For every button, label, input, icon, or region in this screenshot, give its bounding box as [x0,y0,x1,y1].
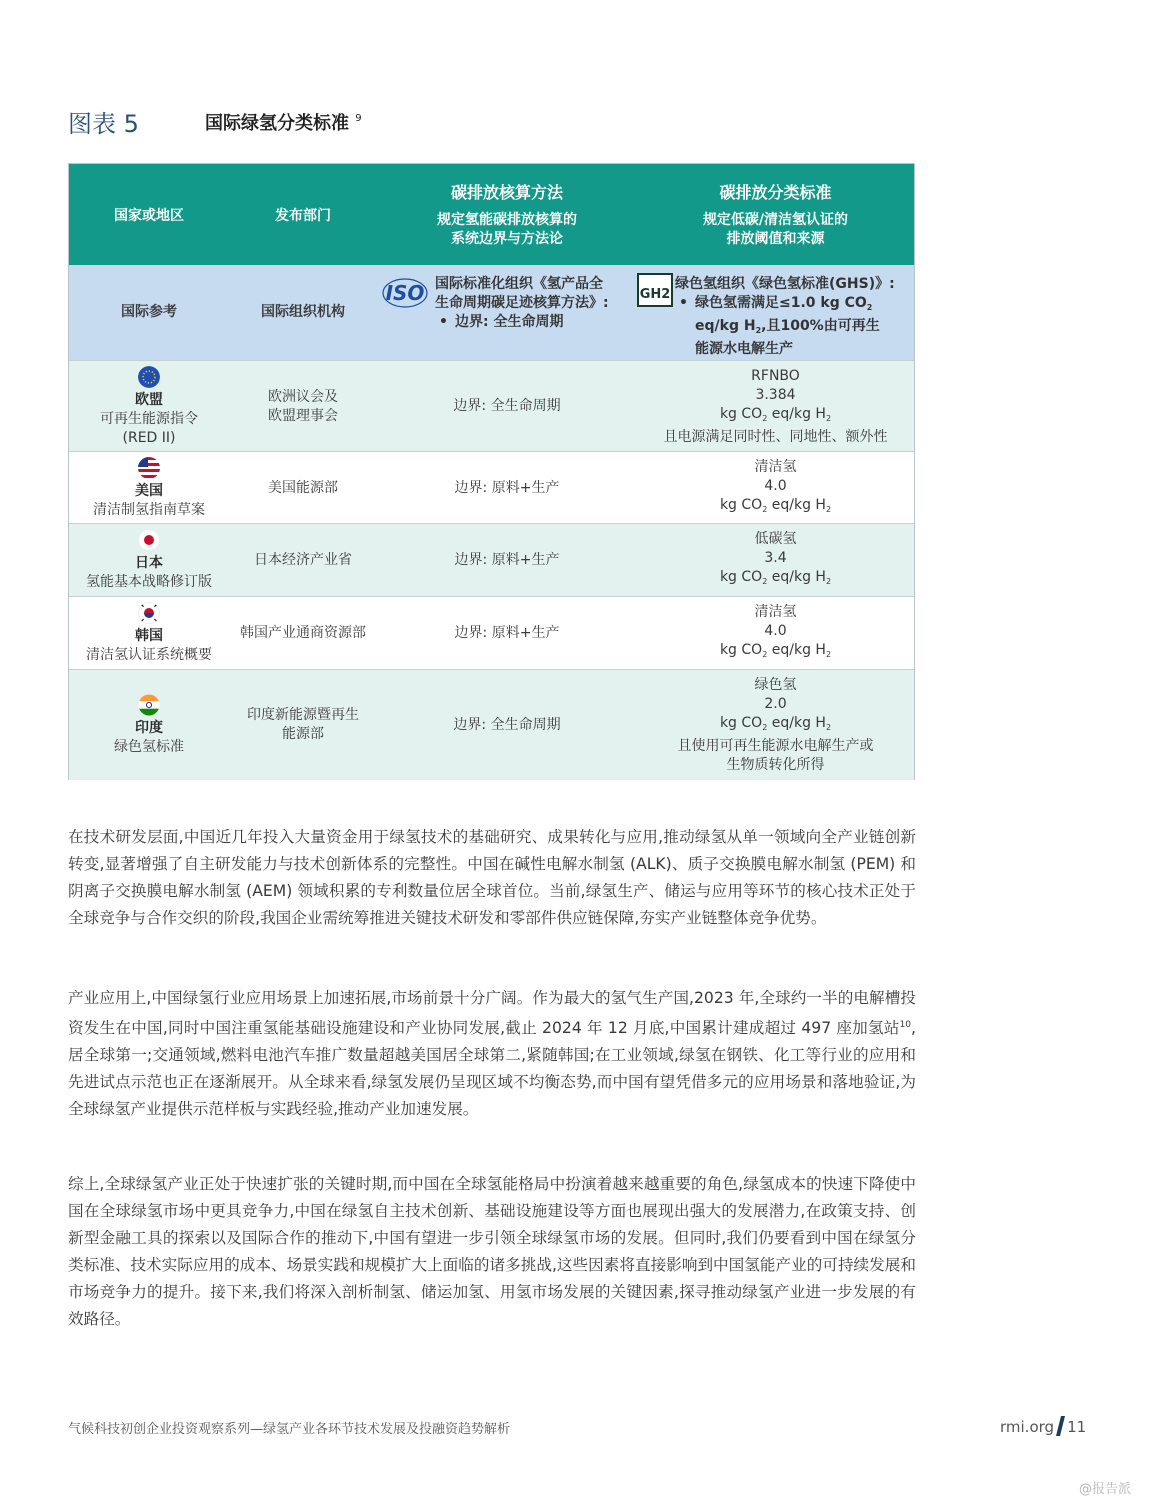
in-region-cell [69,670,229,780]
in-dept-line2: 能源部 [282,726,324,742]
standards-table [68,163,915,780]
page-number: 11 [1067,1418,1087,1436]
paragraph-rd: 在技术研发层面,中国近几年投入大量资金用于绿氢技术的基础研究、成果转化与应用,推动绿氢从单一领域向全产业链创新转变,显著增强了自主研发能力与技术创新体系的完整性。中国在碱性电解水制氢 (ALK)、质子交换膜电解水制氢 (PEM) 和阴离子交换膜电解水制氢 (AEM) 领域积累的专利数量位居全球首位。当前,绿氢生产、储运与应用等环节的核心技术正处于全球竞争与合作交织的阶段,我国企业需统筹推进关键技术研发和零部件供应链保障,夯实产业链整体竞争优势。 [68,828,916,927]
unit-c: eq/kg H [767,496,826,513]
jp-unit [720,568,831,591]
ghs-title: 绿色氢组织《绿色氢标准(GHS)》: [675,276,895,292]
kr-region-cell [69,597,229,670]
jp-standard-value: 3.4 [764,550,787,566]
in-unit [720,714,831,737]
in-boundary: 边界: 全生命周期 [453,716,561,733]
figure-header [68,104,928,138]
unit-b: 2 [762,504,768,514]
figure-label: 图表 5 [68,110,139,138]
iso-title-line2: 生命周期碳足迹核算方法》: [435,295,609,311]
unit-c: eq/kg H [767,569,826,585]
unit-c: eq/kg H [767,642,826,658]
unit-b: 2 [762,722,768,732]
korea-flag-icon [138,602,160,624]
unit-a: kg CO [719,496,763,513]
eu-region-cell [69,361,229,452]
eu-standard-value: 3.384 [755,386,796,403]
table-row-us [69,451,914,524]
us-standard-cell [637,452,914,524]
unit-d: 2 [825,650,832,659]
header-standard [637,164,914,265]
iso-logo-text: ISO [385,281,425,305]
table-header [69,164,914,265]
in-dept-line1: 印度新能源暨再生 [247,707,359,723]
header-method [377,164,637,265]
us-region-cell [69,452,229,524]
footer-page-info [1000,1416,1086,1436]
unit-b: 2 [762,413,768,423]
jp-region: 日本 [135,555,163,571]
unit-c: eq/kg H [767,714,826,731]
header-method-title: 碳排放核算方法 [450,183,563,202]
iso-logo-icon [381,275,429,309]
iso-reference [377,265,637,360]
us-standard-value: 4.0 [764,477,787,494]
eu-standard-cell [637,361,914,452]
eu-policy-abbr: (RED II) [122,429,176,446]
in-standard-note2: 生物质转化所得 [726,756,825,773]
eu-boundary: 边界: 全生命周期 [453,398,561,414]
ghs-sub-2: 2 [866,303,873,312]
us-unit [720,496,831,519]
unit-a: kg CO [719,405,763,422]
us-policy: 清洁制氢指南草案 [93,501,205,518]
footer-series-title: 气候科技初创企业投资观察系列—绿氢产业各环节技术发展及投融资趋势解析 [68,1422,511,1437]
jp-boundary: 边界: 原料+生产 [454,552,560,568]
intl-dept: 国际组织机构 [261,304,345,320]
unit-d: 2 [825,577,832,586]
india-flag-icon [138,694,160,716]
header-method-sub1: 规定氢能碳排放核算的 [437,212,577,228]
paragraph-application [68,985,916,1123]
footer-site-link[interactable]: rmi.org [1000,1418,1055,1436]
unit-a: kg CO [719,714,763,731]
kr-standard-cell [637,597,914,670]
watermark: @报告派 [1079,1482,1132,1497]
ghs-criterion-a: 绿色氢需满足≤1.0 kg CO [695,295,867,311]
kr-unit [720,641,831,664]
in-region: 印度 [135,719,163,736]
footnote-ref-10: 10 [899,1020,912,1030]
unit-d: 2 [825,504,832,514]
unit-d: 2 [825,722,832,732]
table-row-eu [69,360,914,452]
in-standard-value: 2.0 [764,695,787,712]
paragraph-application-b: ,居全球第一;交通领域,燃料电池汽车推广数量超越美国居全球第二,紧随韩国;在工业领域,绿氢在钢铁、化工等行业的应用和先进试点示范也正在逐渐展开。从全球来看,绿氢发展仍呈现区域不均衡态势,而中国有望凭借多元的应用场景和落地验证,为全球绿氢产业提供示范样板与实践经验,推动产业加速发展。 [68,1019,916,1119]
header-standard-sub2: 排放阈值和来源 [726,231,825,247]
kr-dept: 韩国产业通商资源部 [240,625,366,641]
ghs-criterion [675,294,911,359]
figure-title [205,109,362,135]
kr-standard-value: 4.0 [764,623,787,639]
header-standard-sub1: 规定低碳/清洁氢认证的 [702,212,849,228]
in-standard-note: 且使用可再生能源水电解生产或 [677,737,874,754]
jp-dept: 日本经济产业省 [254,552,352,568]
in-standard-name: 绿色氢 [754,676,797,693]
eu-dept-line2: 欧盟理事会 [268,407,338,424]
paragraph-application-a: 产业应用上,中国绿氢行业应用场景上加速拓展,市场前景十分广阔。作为最大的氢气生产国,2023 年,全球约一半的电解槽投资发生在中国,同时中国注重氢能基础设施建设和产业协同发展,截止 2024 年 12 月底,中国累计建成超过 497 座加氢站 [68,989,916,1038]
iso-boundary: • 边界: 全生命周期 [435,313,635,332]
figure-title-text: 国际绿氢分类标准 [205,113,349,134]
kr-region: 韩国 [135,628,163,644]
ghs-criterion-d: 能源水电解生产 [695,341,793,357]
japan-flag-icon [138,529,160,551]
unit-a: kg CO [719,642,763,658]
gh2-logo-text: GH2 [639,287,671,302]
unit-b: 2 [762,650,768,659]
kr-standard-name: 清洁氢 [754,604,797,620]
us-standard-name: 清洁氢 [754,458,797,475]
us-flag-icon [138,457,160,479]
header-dept-label: 发布部门 [275,207,331,224]
ghs-criterion-c: ,且100%由可再生 [761,318,880,334]
slash-icon [1056,1416,1065,1436]
ghs-criterion-b: eq/kg H [695,318,756,334]
kr-policy: 清洁氢认证系统概要 [86,647,212,663]
table-row-japan [69,523,914,597]
in-dept-cell [229,670,377,780]
iso-title-line1: 国际标准化组织《氢产品全 [435,276,603,292]
jp-region-cell [69,524,229,597]
header-region [69,164,229,265]
eu-dept-cell [229,361,377,452]
unit-b: 2 [762,577,768,586]
paragraph-summary: 综上,全球绿氢产业正处于快速扩张的关键时期,而中国在全球氢能格局中扮演着越来越重要的角色,绿氢成本的快速下降使中国在全球绿氢市场中更具竞争力,中国在绿氢自主技术创新、基础设施建设等方面也展现出强大的发展潜力,在政策支持、创新型金融工具的探索以及国际合作的推动下,中国有望进一步引领全球绿氢市场的发展。但同时,我们仍要看到中国在绿氢分类标准、技术实际应用的成本、场景实践和规模扩大上面临的诸多挑战,这些因素将直接影响到中国氢能产业的可持续发展和市场竞争力的提升。接下来,我们将深入剖析制氢、储运加氢、用氢市场发展的关键因素,探寻推动绿氢产业进一步发展的有效路径。 [68,1175,916,1328]
jp-policy: 氢能基本战略修订版 [86,574,212,590]
intl-region: 国际参考 [121,304,177,320]
eu-flag-icon [138,366,160,388]
us-boundary: 边界: 原料+生产 [454,479,560,496]
in-standard-cell [637,670,914,780]
ghs-reference [637,265,914,360]
header-standard-title: 碳排放分类标准 [719,183,832,202]
us-region: 美国 [135,482,163,499]
header-dept [229,164,377,265]
jp-standard-name: 低碳氢 [754,531,797,547]
figure-footnote: 9 [355,113,362,124]
jp-standard-cell [637,524,914,597]
eu-region: 欧盟 [135,391,163,408]
ghs-sub-h2: 2 [755,326,762,335]
header-method-sub2: 系统边界与方法论 [451,231,563,247]
us-dept: 美国能源部 [268,479,338,496]
table-row-india [69,669,914,780]
unit-c: eq/kg H [767,405,826,422]
header-region-label: 国家或地区 [114,207,184,224]
in-policy: 绿色氢标准 [114,738,184,755]
table-row-international [69,265,914,360]
kr-boundary: 边界: 原料+生产 [454,625,560,641]
eu-dept-line1: 欧洲议会及 [268,388,338,405]
unit-d: 2 [825,413,832,423]
gh2-logo-icon [637,273,673,307]
table-row-korea [69,596,914,670]
unit-a: kg CO [719,569,763,585]
eu-policy: 可再生能源指令 [100,410,198,427]
eu-standard-note: 且电源满足同时性、同地性、额外性 [663,428,888,445]
eu-unit [720,405,831,428]
eu-standard-name: RFNBO [751,367,800,384]
